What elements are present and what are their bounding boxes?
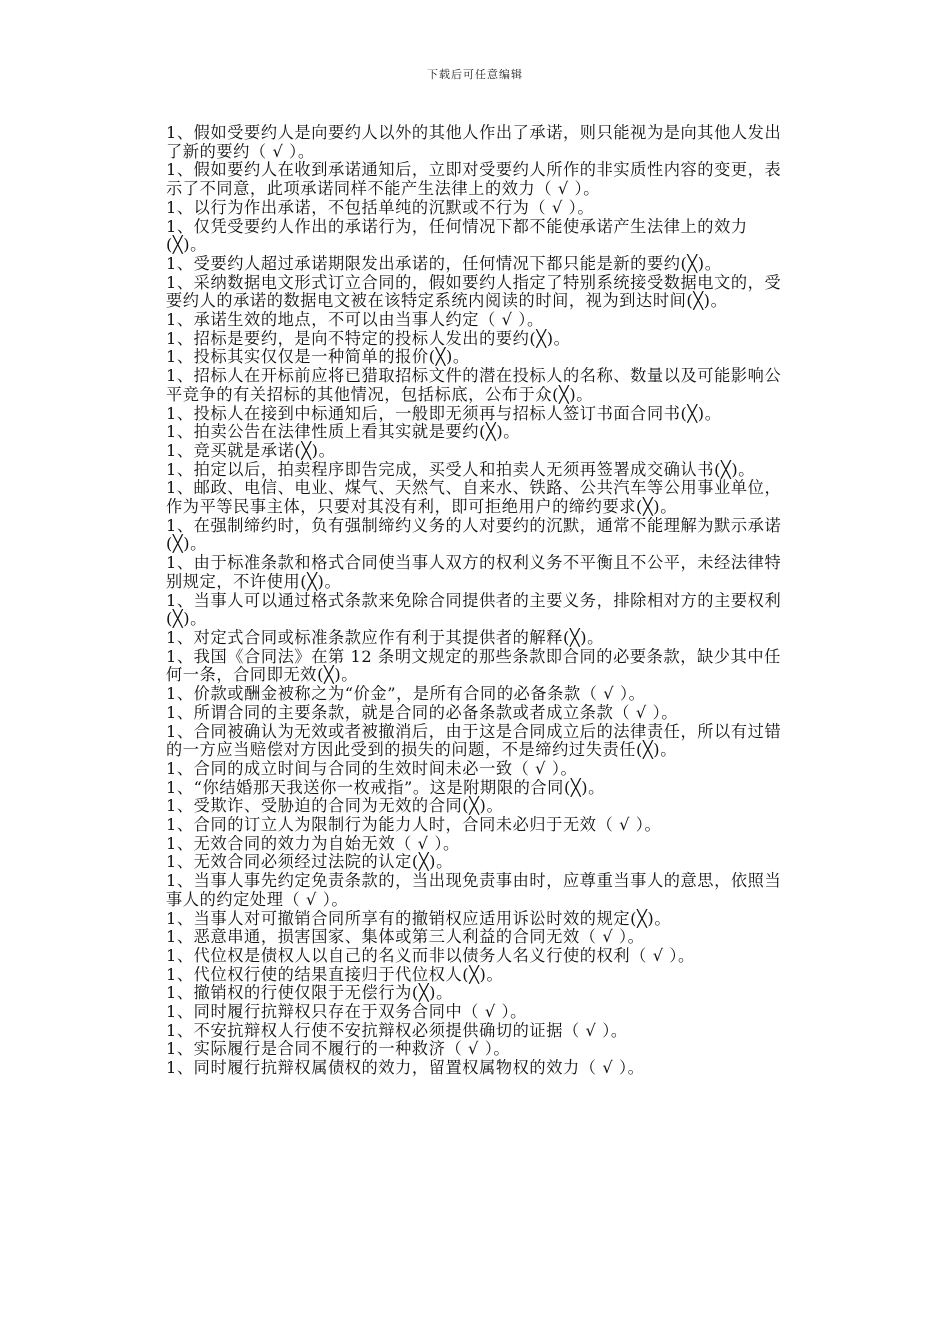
list-item: 1、无效合同必须经过法院的认定(╳)。	[166, 852, 453, 872]
list-item: 1、不安抗辩权人行使不安抗辩权必须提供确切的证据（ √ ）。	[166, 1020, 628, 1040]
list-item: 1、采纳数据电文形式订立合同的，假如要约人指定了特别系统接受数据电文的，受要约人的承诺的数据电文被在该特定系统内阅读的时间，视为到达时间(╳)。	[166, 272, 782, 311]
list-item: 1、拍卖公告在法律性质上看其实就是要约(╳)。	[166, 422, 521, 442]
list-item: 1、假如受要约人是向要约人以外的其他人作出了承诺，则只能视为是向其他人发出了新的要约（ √ ）。	[166, 123, 782, 161]
list-item: 1、在强制缔约时，负有强制缔约义务的人对要约的沉默，通常不能理解为默示承诺(╳)。	[166, 515, 782, 554]
list-item: 1、邮政、电信、电业、煤气、天然气、自来水、铁路、公共汽车等公用事业单位，作为平等民事主体，只要对其没有利，即可拒绝用户的缔约要求(╳)。	[166, 478, 782, 517]
page-header: 下载后可任意编辑	[427, 68, 523, 81]
list-item: 1、合同的订立人为限制行为能力人时，合同未必归于无效（ √ ）。	[166, 815, 662, 835]
list-item: 1、对定式合同或标准条款应作有利于其提供者的解释(╳)。	[166, 627, 604, 647]
list-item: 1、代位权行使的结果直接归于代位权人(╳)。	[166, 964, 504, 984]
list-item: 1、恶意串通，损害国家、集体或第三人利益的合同无效（ √ ）。	[166, 927, 645, 947]
list-item: 1、假如要约人在收到承诺通知后，立即对受要约人所作的非实质性内容的变更，表示了不同意，此项承诺同样不能产生法律上的效力（ √ ）。	[166, 160, 782, 199]
list-item: 1、竞买就是承诺(╳)。	[166, 440, 336, 460]
list-item: 1、招标是要约，是向不特定的投标人发出的要约(╳)。	[166, 328, 571, 348]
list-item: 1、代位权是债权人以自己的名义而非以债务人名义行使的权利（ √ ）。	[166, 945, 695, 965]
document-body	[166, 124, 786, 1078]
list-item: 1、合同被确认为无效或者被撤消后，由于这是合同成立后的法律责任，所以有过错的一方应当赔偿对方因此受到的损失的问题，不是缔约过失责任(╳)。	[166, 721, 782, 760]
list-item: 1、价款或酬金被称之为“价金”，是所有合同的必备条款（ √ ）。	[166, 684, 646, 704]
list-item: 1、拍定以后，拍卖程序即告完成，买受人和拍卖人无须再签署成交确认书(╳)。	[166, 459, 756, 479]
list-item: 1、当事人事先约定免责条款的，当出现免责事由时，应尊重当事人的意思，依照当事人的约定处理（ √ ）。	[166, 871, 782, 909]
list-item: 1、承诺生效的地点，不可以由当事人约定（ √ ）。	[166, 310, 544, 330]
list-item: 1、以行为作出承诺，不包括单纯的沉默或不行为（ √ ）。	[166, 197, 595, 217]
list-item: 1、同时履行抗辩权只存在于双务合同中（ √ ）。	[166, 1002, 527, 1022]
list-item: 1、实际履行是合同不履行的一种救济（ √ ）。	[166, 1039, 511, 1059]
list-item: 1、当事人可以通过格式条款来免除合同提供者的主要义务，排除相对方的主要权利(╳)。	[166, 590, 782, 629]
list-item: 1、合同的成立时间与合同的生效时间未必一致（ √ ）。	[166, 758, 578, 778]
list-item: 1、受要约人超过承诺期限发出承诺的，任何情况下都只能是新的要约(╳)。	[166, 253, 722, 273]
list-item: 1、撤销权的行使仅限于无偿行为(╳)。	[166, 983, 453, 1003]
list-item: 1、所谓合同的主要条款，就是合同的必备条款或者成立条款（ √ ）。	[166, 702, 679, 722]
list-item: 1、招标人在开标前应将已猎取招标文件的潜在投标人的名称、数量以及可能影响公平竞争的有关招标的其他情况，包括标底，公布于众(╳)。	[166, 366, 782, 404]
list-item: 1、“你结婚那天我送你一枚戒指”。这是附期限的合同(╳)。	[166, 777, 605, 797]
list-item: 1、由于标准条款和格式合同使当事人双方的权利义务不平衡且不公平，未经法律特别规定，不许使用(╳)。	[166, 553, 782, 591]
list-item: 1、受欺诈、受胁迫的合同为无效的合同(╳)。	[166, 796, 504, 816]
list-item: 1、投标其实仅仅是一种简单的报价(╳)。	[166, 347, 470, 367]
list-item: 1、当事人对可撤销合同所享有的撤销权应适用诉讼时效的规定(╳)。	[166, 908, 672, 928]
list-item: 1、无效合同的效力为自始无效（ √ ）。	[166, 833, 460, 853]
list-item: 1、同时履行抗辩权属债权的效力，留置权属物权的效力（ √ ）。	[166, 1058, 645, 1078]
list-item: 1、投标人在接到中标通知后，一般即无须再与招标人签订书面合同书(╳)。	[166, 403, 722, 423]
list-item: 1、我国《合同法》在第 12 条明文规定的那些条款即合同的必要条款，缺少其中任何一条，合同即无效(╳)。	[166, 646, 781, 685]
list-item: 1、仅凭受要约人作出的承诺行为，任何情况下都不能使承诺产生法律上的效力(╳)。	[166, 216, 748, 255]
